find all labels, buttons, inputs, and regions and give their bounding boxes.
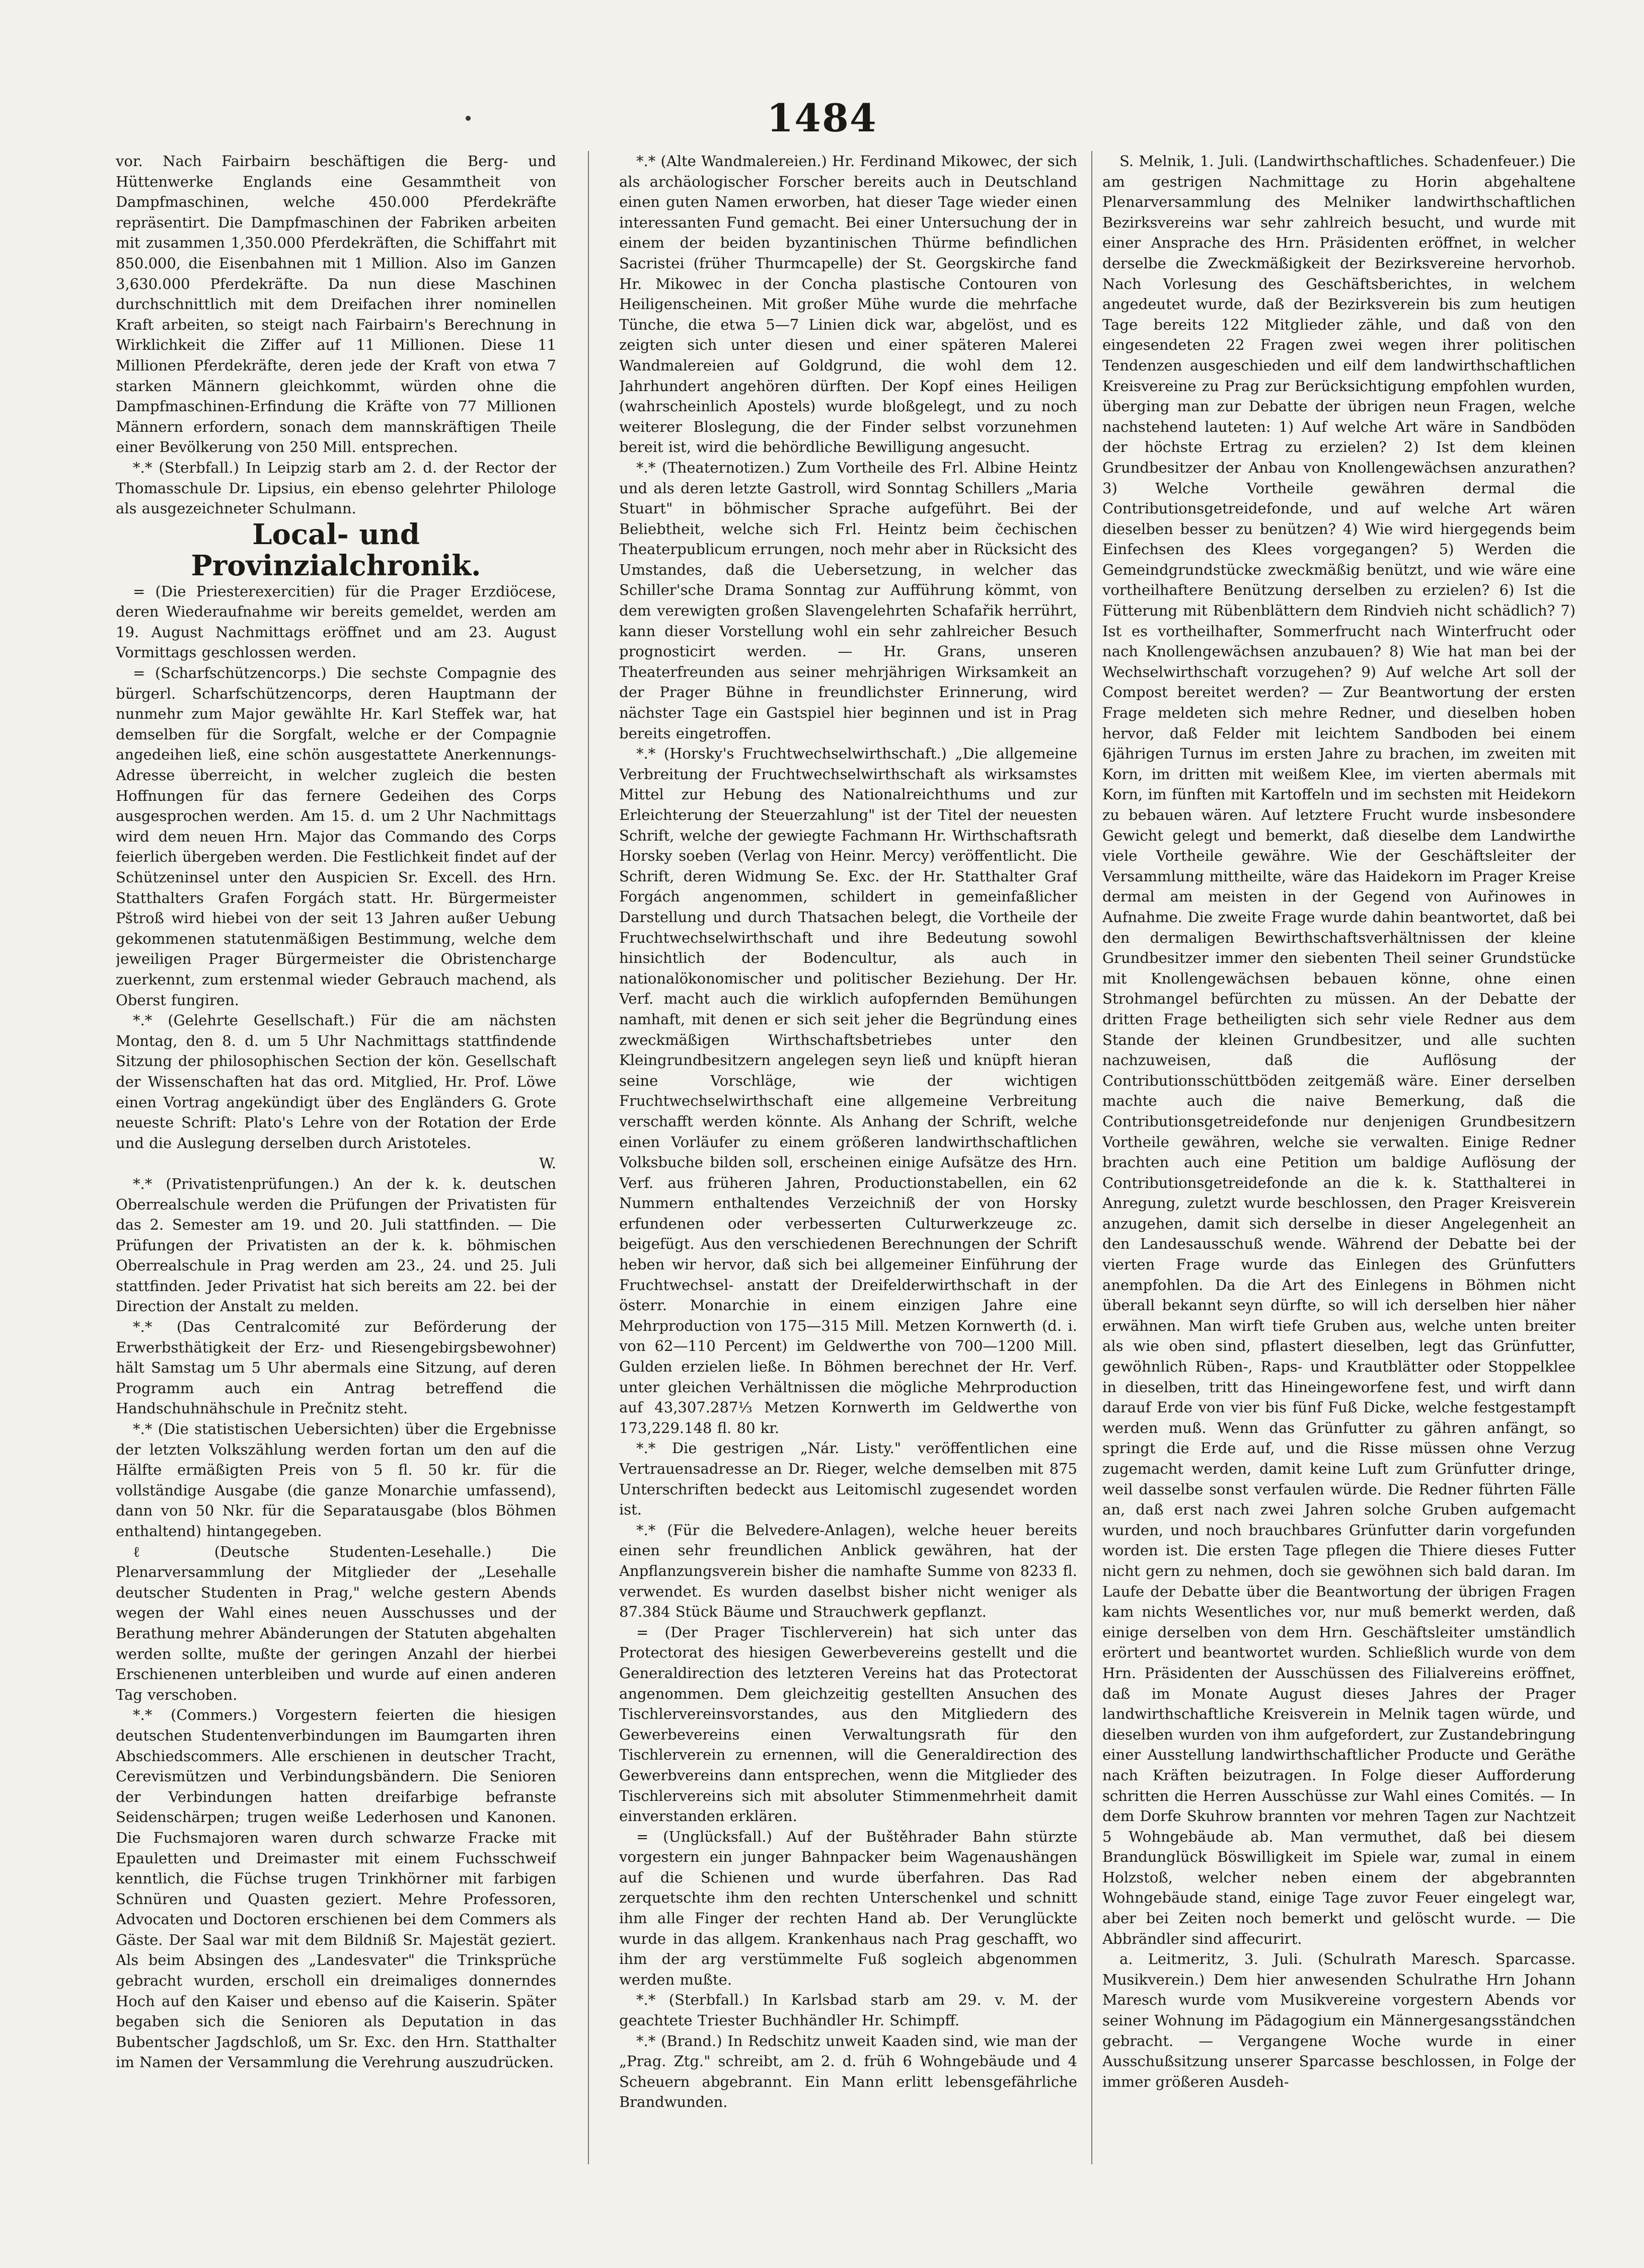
article-paragraph: *.* (Das Centralcomité zur Beförderung der Erwerbsthätigkeit der Erz- und Riesengebirgsbewohner) hält Samstag um 5 Uhr abermals eine Sitzung, auf deren Programm auch ein Antrag betreffend die Handschuhnähschule in Prečnitz steht. (116, 1318, 556, 1417)
article-paragraph: *.* Die gestrigen „Nár. Listy." veröffentlichen eine Vertrauensadresse an Dr. Rieger, welche demselben mit 875 Unterschriften bedeckt aus Leitomischl zugesendet worden ist. (619, 1440, 1077, 1519)
article-paragraph: = (Der Prager Tischlerverein) hat sich unter das Protectorat des hiesigen Gewerbevereins gestellt und die Generaldirection des letzteren Vereins hat das Protectorat angenommen. Dem gleichzeitig gestellten Ansuchen des Tischlervereinsvorstandes, aus den Mitgliedern des Gewerbevereins einen Verwaltungsrath für den Tischlerverein zu ernennen, will die Generaldirection des Gewerbvereins dann entsprechen, wenn die Mitglieder des Tischlervereins sich mit absoluter Stimmenmehrheit damit einverstanden erklären. (619, 1623, 1077, 1825)
column-divider-left (588, 151, 589, 2164)
article-paragraph: a. Leitmeritz, 3. Juli. (Schulrath Maresch. Sparcasse. Musikverein.) Dem hier anwesenden Schulrathe Hrn Johann Maresch wurde vom Musikvereine vorgestern Abends vor seiner Wohnung im Pädagogium ein Männergesangsständchen gebracht. — Vergangene Woche wurde in einer Ausschußsitzung unserer Sparcasse beschlossen, in Folge der immer größeren Ausdeh- (1102, 1950, 1576, 2090)
article-paragraph: *.* (Die statistischen Uebersichten) über die Ergebnisse der letzten Volkszählung werden fortan um den auf die Hälfte ermäßigten Preis von 5 fl. 50 kr. für die vollständige Ausgabe (die ganze Monarchie umfassend), dann von 50 Nkr. für die Separatausgabe (blos Böhmen enthaltend) hintangegeben. (116, 1420, 556, 1540)
article-paragraph: *.* (Brand.) In Redschitz unweit Kaaden sind, wie man der „Prag. Ztg." schreibt, am 2. d. früh 6 Wohngebäude und 4 Scheuern abgebrannt. Ein Mann erlitt lebensgefährliche Brandwunden. (619, 2032, 1077, 2111)
column-divider-right (1091, 151, 1092, 2164)
article-paragraph: vor. Nach Fairbairn beschäftigen die Berg- und Hüttenwerke Englands eine Gesammtheit von Dampfmaschinen, welche 450.000 Pferdekräfte repräsentirt. Die Dampfmaschinen der Fabriken arbeiten mit zusammen 1,350.000 Pferdekräften, die Schiffahrt mit 850.000, die Eisenbahnen mit 1 Million. Also im Ganzen 3,630.000 Pferdekräfte. Da nun diese Maschinen durchschnittlich mit dem Dreifachen ihrer nominellen Kraft arbeiten, so steigt nach Fairbairn's Berechnung in Wirklichkeit die Ziffer auf 11 Millionen. Diese 11 Millionen Pferdekräfte, deren jede der Kraft von etwa 7 starken Männern gleichkommt, würden ohne die Dampfmaschinen-Erfindung die Kräfte von 77 Millionen Männern erfordern, sonach dem mannskräftigen Theile einer Bevölkerung von 250 Mill. entsprechen. (116, 153, 556, 456)
article-paragraph: *.* (Privatistenprüfungen.) An der k. k. deutschen Oberrealschule werden die Prüfungen der Privatisten für das 2. Semester am 19. und 20. Juli stattfinden. — Die Prüfungen der Privatisten an der k. k. böhmischen Oberrealschule in Prag werden am 23., 24. und 25. Juli stattfinden. Jeder Privatist hat sich bereits am 22. bei der Direction der Anstalt zu melden. (116, 1175, 556, 1315)
page-number: 1484 (767, 96, 877, 140)
article-paragraph: *.* (Theaternotizen.) Zum Vortheile des Frl. Albine Heintz und als deren letzte Gastroll, wird Sonntag Schillers „Maria Stuart" in böhmischer Sprache aufgeführt. Bei der Beliebtheit, welche sich Frl. Heintz beim čechischen Theaterpublicum errungen, noch mehr aber in Rücksicht des Umstandes, daß die Uebersetzung, in welcher das Schiller'sche Drama Sonntag zur Aufführung kömmt, von dem verewigten großen Slavengelehrten Schafařik herrührt, kann dieser Vorstellung wohl ein sehr zahlreicher Besuch prognosticirt werden. — Hr. Grans, unseren Theaterfreunden aus seiner mehrjährigen Wirksamkeit an der Prager Bühne in freundlichster Erinnerung, wird nächster Tage ein Gastspiel hier beginnen und ist in Prag bereits eingetroffen. (619, 459, 1077, 742)
article-paragraph: *.* (Horsky's Fruchtwechselwirthschaft.) „Die allgemeine Verbreitung der Fruchtwechselwirthschaft als wirksamstes Mittel zur Hebung des Nationalreichthums und zur Erleichterung der Steuerzahlung" ist der Titel der neuesten Schrift, welche der gewiegte Fachmann Hr. Wirthschaftsrath Horsky soeben (Verlag von Heinr. Mercy) veröffentlicht. Die Schrift, deren Widmung Se. Exc. der Hr. Statthalter Graf Forgách angenommen, schildert in gemeinfaßlicher Darstellung und durch Thatsachen belegt, die Vortheile der Fruchtwechselwirthschaft und ihre Bedeutung sowohl hinsichtlich der Bodencultur, als auch in nationalökonomischer und politischer Beziehung. Der Hr. Verf. macht auch die wirklich aufopfernden Bemühungen namhaft, mit denen er sich seit jeher die Begründung eines zweckmäßigen Wirthschaftsbetriebes unter den Kleingrundbesitzern angelegen seyn ließ und knüpft hieran seine Vorschläge, wie der wichtigen Fruchtwechselwirthschaft eine allgemeine Verbreitung verschafft werden könnte. Als Anhang der Schrift, welche einen Vorläufer zu einem größeren landwirthschaftlichen Volksbuche bilden soll, erscheinen einige Aufsätze des Hrn. Verf. aus früheren Jahren, Productionstabellen, ein 62 Nummern enthaltendes Verzeichniß der von Horsky erfundenen oder verbesserten Culturwerkzeuge zc. beigefügt. Aus den verschiedenen Berechnungen der Schrift heben wir hervor, daß sich bei allgemeiner Einführung der Fruchtwechsel- anstatt der Dreifelderwirthschaft in der österr. Monarchie in einem einzigen Jahre eine Mehrproduction von 175—315 Mill. Metzen Kornwerth (d. i. von 62—110 Percent) im Geldwerthe von 700—1200 Mill. Gulden erzielen ließe. In Böhmen berechnet der Hr. Verf. unter gleichen Verhältnissen die mögliche Mehrproduction auf 43,307.287⅓ Metzen Kornwerth im Geldwerthe von 173,229.148 fl. 80 kr. (619, 745, 1077, 1437)
article-paragraph: = (Die Priesterexercitien) für die Prager Erzdiöcese, deren Wiederaufnahme wir bereits gemeldet, werden am 19. August Nachmittags eröffnet und am 23. August Vormittags geschlossen werden. (116, 582, 556, 661)
article-paragraph: *.* (Sterbfall.) In Leipzig starb am 2. d. der Rector der Thomasschule Dr. Lipsius, ein ebenso gelehrter Philologe als ausgezeichneter Schulmann. (116, 459, 556, 517)
article-paragraph: S. Melnik, 1. Juli. (Landwirthschaftliches. Schadenfeuer.) Die am gestrigen Nachmittage zu Horin abgehaltene Plenarversammlung des Melniker landwirthschaftlichen Bezirksvereins war sehr zahlreich besucht, und wurde mit einer Ansprache des Hrn. Präsidenten eröffnet, in welcher derselbe die Zweckmäßigkeit der Bezirksvereine hervorhob. Nach Vorlesung des Geschäftsberichtes, in welchem angedeutet wurde, daß der Bezirksverein bis zum heutigen Tage bereits 122 Mitglieder zähle, und daß von den eingesendeten 22 Fragen zwei wegen ihrer politischen Tendenzen ausgeschieden und eilf dem landwirthschaftlichen Kreisvereine zu Prag zur Berücksichtigung empfohlen wurden, überging man zur Debatte der übrigen neun Fragen, welche nachstehend lauteten: 1) Auf welche Art wäre in Sandböden der höchste Ertrag zu erzielen? 2) Ist dem kleinen Grundbesitzer der Anbau von Knollengewächsen anzurathen? 3) Welche Vortheile gewähren dermal die Contributionsgetreidefonde, und auf welche Art wären dieselben besser zu benützen? 4) Wie wird hiergegends beim Einfechsen des Klees vorgegangen? 5) Werden die Gemeindgrundstücke zweckmäßig benützt, und wie wäre eine vortheilhaftere Benützung derselben zu erzielen? 6) Ist die Fütterung mit Rübenblättern dem Rindvieh nicht schädlich? 7) Ist es vortheilhafter, Sommerfrucht nach Winterfrucht oder nach Knollengewächsen anzubauen? 8) Wie hat man bei der Wechselwirthschaft vorzugehen? 9) Auf welche Art soll der Compost bereitet werden? — Zur Beantwortung der ersten Frage meldeten sich mehre Redner, und dieselben hoben hervor, daß Felder mit leichtem Sandboden bei einem 6jährigen Turnus im ersten Jahre zu brachen, im zweiten mit Korn, im dritten mit weißem Klee, im vierten abermals mit Korn, im fünften mit Kartoffeln und im sechsten mit Heidekorn zu bebauen wären. Auf letztere Frucht wurde insbesondere Gewicht gelegt und bemerkt, daß dieselbe dem Landwirthe viele Vortheile gewähre. Wie der Geschäftsleiter der Versammlung mittheilte, wäre das Haidekorn im Prager Kreise dermal am meisten in der Gegend von Auřinowes in Aufnahme. Die zweite Frage wurde dahin beantwortet, daß bei den dermaligen Bewirthschaftsverhältnissen der kleine Grundbesitzer immer den siebenten Theil seiner Grundstücke mit Knollengewächsen bebauen könne, ohne einen Strohmangel befürchten zu müssen. An der Debatte der dritten Frage betheiligten sich sehr viele Redner aus dem Stande der kleinen Grundbesitzer, und alle suchten nachzuweisen, daß die Auflösung der Contributionsschüttböden zeitgemäß wäre. Einer derselben machte auch die naive Bemerkung, daß die Contributionsgetreidefonde nur denjenigen Grundbesitzern Vortheile gewähren, welche sie verwalten. Einige Redner brachten auch eine Petition um baldige Auflösung der Contributionsgetreidefonde an die k. k. Statthalterei in Anregung, zuletzt wurde beschlossen, den Prager Kreisverein anzugehen, damit sich derselbe in dieser Angelegenheit an den Landesausschuß wende. Während der Debatte bei der vierten Frage wurde das Einlegen des Grünfutters anempfohlen. Da die Art des Einlegens in Böhmen nicht überall bekannt seyn dürfte, so will ich derselben hier näher erwähnen. Man wirft tiefe Gruben aus, welche unten breiter als wie oben sind, pflastert dieselben, legt das Grünfutter, gewöhnlich Rüben-, Raps- und Krautblätter oder Stoppelklee in dieselben, tritt das Hineingeworfene fest, und wirft dann darauf Erde von vier bis fünf Fuß Dicke, welche festgestampft werden muß. Wenn das Grünfutter zu gähren anfängt, so springt die Erde auf, und die Risse müssen ohne Verzug zugemacht werden, damit keine Luft zum Grünfutter dringe, weil dasselbe sonst verfaulen würde. Die Redner führten Fälle an, daß erst nach zwei Jahren solche Gruben aufgemacht wurden, und noch brauchbares Grünfutter darin vorgefunden worden ist. Die ersten Tage pflegen die Thiere dieses Futter nicht gern zu nehmen, doch sie gewöhnen sich bald daran. Im Laufe der Debatte über die Beantwortung der übrigen Fragen kam nichts Wesentliches vor, nur muß bemerkt werden, daß einige derselben von dem Hrn. Geschäftsleiter umständlich erörtert und beantwortet wurden. Schließlich wurde von dem Hrn. Präsidenten der Ausschüssen des Filialvereins eröffnet, daß im Monate August dieses Jahres der Prager landwirthschaftliche Kreisverein in Melnik tagen würde, und dieselben wurden von ihm aufgefordert, zur Zustandebringung einer Ausstellung landwirthschaftlicher Producte und Geräthe nach Kräften beizutragen. In Folge dieser Aufforderung schritten die Herren Ausschüsse zur Wahl eines Comités. — In dem Dorfe Skuhrow brannten vor mehren Tagen zur Nachtzeit 5 Wohngebäude ab. Man vermuthet, daß bei diesem Brandunglück Böswilligkeit im Spiele war, zumal in einem Holzstoß, welcher neben einem der abgebrannten Wohngebäude stand, einige Tage zuvor Feuer eingelegt war, aber bei Zeiten noch bemerkt und gelöscht wurde. — Die Abbrändler sind affecurirt. (1102, 153, 1576, 1947)
article-paragraph: *.* (Alte Wandmalereien.) Hr. Ferdinand Mikowec, der sich als archäologischer Forscher bereits auch in Deutschland einen guten Namen erworben, hat dieser Tage wieder einen interessanten Fund gemacht. Bei einer Untersuchung der in einem der beiden byzantinischen Thürme befindlichen Sacristei (früher Thurmcapelle) der St. Georgskirche fand Hr. Mikowec in der Concha plastische Contouren von Heiligenscheinen. Mit großer Mühe wurde die mehrfache Tünche, die etwa 5—7 Linien dick war, abgelöst, und es zeigten sich unter diesen und einer späteren Malerei Wandmalereien auf Goldgrund, die wohl dem 12. Jahrhundert angehören dürften. Der Kopf eines Heiligen (wahrscheinlich Apostels) wurde bloßgelegt, und zu noch weiterer Bloslegung, die der Finder selbst vorzunehmen bereit ist, wird die behördliche Bewilligung angesucht. (619, 153, 1077, 456)
column-left (116, 151, 556, 2179)
column-middle (619, 151, 1077, 2179)
article-paragraph: *.* (Commers.) Vorgestern feierten die hiesigen deutschen Studentenverbindungen im Baumgarten ihren Abschiedscommers. Alle erschienen in deutscher Tracht, Cerevismützen und Verbindungsbändern. Die Senioren der Verbindungen hatten dreifarbige befranste Seidenschärpen; trugen weiße Lederhosen und Kanonen. Die Fuchsmajoren waren durch schwarze Fracke mit Epauletten und Dreimaster mit einem Fuchsschweif kenntlich, die Füchse trugen Trinkhörner mit farbigen Schnüren und Quasten geziert. Mehre Professoren, Advocaten und Doctoren erschienen bei dem Commers als Gäste. Der Saal war mit dem Bildniß Sr. Majestät geziert. Als beim Absingen des „Landesvater" die Trinksprüche gebracht wurden, erscholl ein dreimaliges donnerndes Hoch auf den Kaiser und ebenso auf die Kaiserin. Später begaben sich die Senioren als Deputation in das Bubentscher Jagdschloß, um Sr. Exc. den Hrn. Statthalter im Namen der Versammlung die Verehrung auszudrücken. (116, 1706, 556, 2071)
article-paragraph: *.* (Für die Belvedere-Anlagen), welche heuer bereits einen sehr freundlichen Anblick gewähren, hat der Anpflanzungsverein bisher die namhafte Summe von 8233 fl. verwendet. Es wurden daselbst bisher nicht weniger als 87.384 Stück Bäume und Strauchwerk gepflanzt. (619, 1521, 1077, 1621)
article-signature: W. (539, 1155, 556, 1172)
section-heading: Local- und Provinzialchronik. (191, 517, 481, 582)
ink-dot-mark (466, 116, 471, 121)
article-paragraph: *.* (Sterbfall.) In Karlsbad starb am 29. v. M. der geachtete Triester Buchhändler Hr. Schimpff. (619, 1991, 1077, 2029)
article-paragraph: *.* (Gelehrte Gesellschaft.) Für die am nächsten Montag, den 8. d. um 5 Uhr Nachmittags stattfindende Sitzung der philosophischen Section der kön. Gesellschaft der Wissenschaften hat das ord. Mitglied, Hr. Prof. Löwe einen Vortrag angekündigt über des Engländers G. Grote neueste Schrift: Plato's Lehre von der Rotation der Erde und die Auslegung derselben durch Aristoteles. (116, 1012, 556, 1152)
article-paragraph: ℓ (Deutsche Studenten-Lesehalle.) Die Plenarversammlung der Mitglieder der „Lesehalle deutscher Studenten in Prag," welche gestern Abends wegen der Wahl eines neuen Ausschusses und der Berathung mehrer Abänderungen der Statuten abgehalten werden sollte, mußte der geringen Anzahl der hierbei Erschienenen unterbleiben und wurde auf einen anderen Tag verschoben. (116, 1543, 556, 1703)
article-paragraph: = (Unglücksfall.) Auf der Buštěhrader Bahn stürzte vorgestern ein junger Bahnpacker beim Wagenaushängen auf die Schienen und wurde überfahren. Das Rad zerquetschte ihm den rechten Unterschenkel und schnitt ihm alle Finger der rechten Hand ab. Der Verunglückte wurde in das allgem. Krankenhaus nach Prag geschafft, wo ihm der arg verstümmelte Fuß sogleich abgenommen werden mußte. (619, 1828, 1077, 1988)
article-paragraph: = (Scharfschützencorps.) Die sechste Compagnie des bürgerl. Scharfschützencorps, deren Hauptmann der nunmehr zum Major gewählte Hr. Karl Steffek war, hat demselben für die Sorgfalt, welche er der Compagnie angedeihen ließ, eine schön ausgestattete Anerkennungs-Adresse überreicht, in welcher zugleich die besten Hoffnungen für das fernere Gedeihen des Corps ausgesprochen werden. Am 15. d. um 2 Uhr Nachmittags wird dem neuen Hrn. Major das Commando des Corps feierlich übergeben werden. Die Festlichkeit findet auf der Schützeninsel unter den Auspicien Sr. Excell. des Hrn. Statthalters Grafen Forgách statt. Hr. Bürgermeister Pštroß wird hiebei von der seit 13 Jahren außer Uebung gekommenen statutenmäßigen Bestimmung, welche dem jeweiligen Prager Bürgermeister die Obristencharge zuerkennt, zum erstenmal wieder Gebrauch machend, als Oberst fungiren. (116, 664, 556, 1009)
column-right (1102, 151, 1576, 2189)
